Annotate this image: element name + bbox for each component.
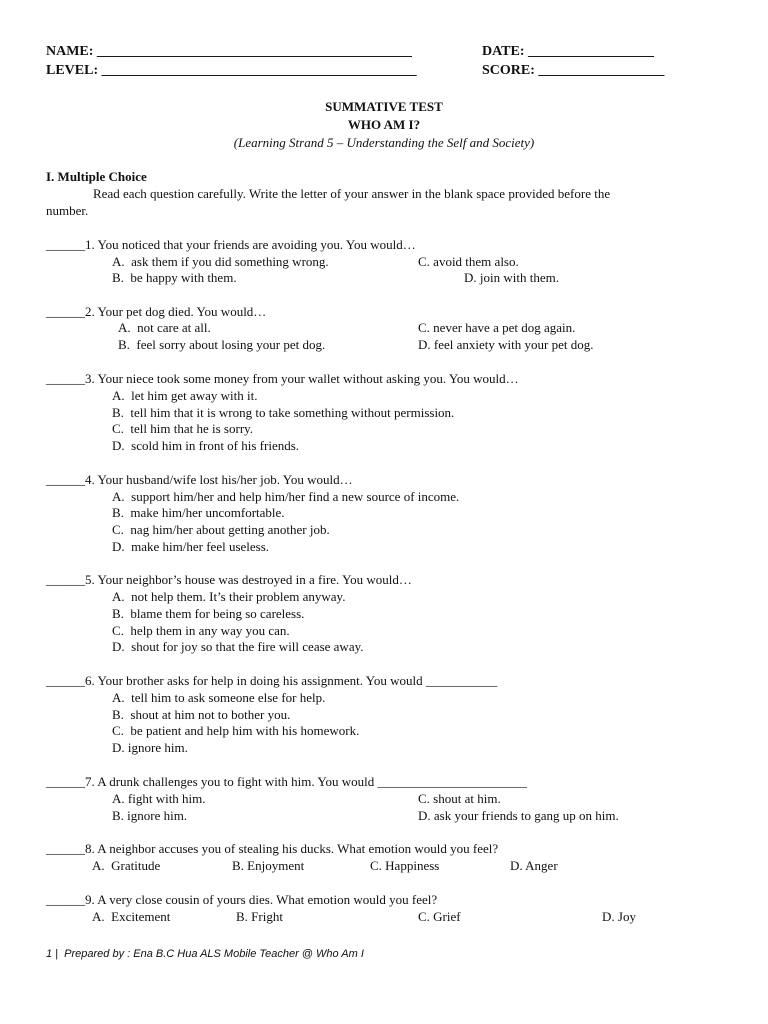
question-9-option-b: B. Fright	[236, 909, 283, 924]
question-7-option-d: D. ask your friends to gang up on him.	[418, 808, 619, 823]
learning-strand-subtitle: (Learning Strand 5 – Understanding the Self and Society)	[233, 135, 535, 150]
question-2-option-c: C. never have a pet dog again.	[418, 320, 576, 335]
question-6-option-b: B. shout at him not to bother you.	[112, 707, 291, 722]
question-6-stem: ______6. Your brother asks for help in doing his assignment. You would ___________	[46, 673, 498, 688]
question-3-option-a: A. let him get away with it.	[112, 388, 258, 403]
question-5-option-c: C. help them in any way you can.	[112, 623, 290, 638]
question-5-option-b: B. blame them for being so careless.	[112, 606, 305, 621]
question-1-option-a: A. ask them if you did something wrong.	[112, 254, 329, 269]
question-2-option-d: D. feel anxiety with your pet dog.	[418, 337, 594, 352]
score-field-label: SCORE: __________________	[482, 63, 665, 78]
question-7-option-c: C. shout at him.	[418, 791, 501, 806]
date-field-label: DATE: __________________	[482, 44, 655, 59]
question-7-option-a: A. fight with him.	[112, 791, 206, 806]
question-4-option-d: D. make him/her feel useless.	[112, 539, 270, 554]
section-heading: I. Multiple Choice	[46, 169, 147, 184]
question-2-option-b: B. feel sorry about losing your pet dog.	[118, 337, 326, 352]
question-8-option-c: C. Happiness	[370, 858, 440, 873]
page-title: SUMMATIVE TEST	[325, 99, 443, 114]
question-4-option-c: C. nag him/her about getting another job.	[112, 522, 330, 537]
instructions-line-2: number.	[46, 203, 89, 218]
question-3-option-d: D. scold him in front of his friends.	[112, 438, 300, 453]
question-4-stem: ______4. Your husband/wife lost his/her job. You would…	[46, 472, 353, 487]
question-1-option-b: B. be happy with them.	[112, 270, 237, 285]
question-5-option-d: D. shout for joy so that the fire will cease away.	[112, 639, 364, 654]
question-2-stem: ______2. Your pet dog died. You would…	[46, 304, 267, 319]
page-footer: 1 | Prepared by : Ena B.C Hua ALS Mobile Teacher @ Who Am I	[46, 948, 364, 960]
question-2-option-a: A. not care at all.	[118, 320, 211, 335]
question-1-option-d: D. join with them.	[464, 270, 559, 285]
name-field-label: NAME: _____________________________________________	[46, 44, 412, 59]
question-3-option-b: B. tell him that it is wrong to take something without permission.	[112, 405, 455, 420]
question-6-option-c: C. be patient and help him with his homework.	[112, 723, 360, 738]
question-9-option-d: D. Joy	[602, 909, 636, 924]
question-8-stem: ______8. A neighbor accuses you of stealing his ducks. What emotion would you feel?	[46, 841, 499, 856]
page-subtitle-who-am-i: WHO AM I?	[347, 117, 421, 132]
question-6-option-a: A. tell him to ask someone else for help.	[112, 690, 326, 705]
instructions-line-1: Read each question carefully. Write the letter of your answer in the blank space provided before the	[93, 186, 611, 201]
question-8-option-b: B. Enjoyment	[232, 858, 305, 873]
question-7-option-b: B. ignore him.	[112, 808, 188, 823]
question-1-option-c: C. avoid them also.	[418, 254, 519, 269]
question-5-stem: ______5. Your neighbor’s house was destroyed in a fire. You would…	[46, 572, 412, 587]
question-9-stem: ______9. A very close cousin of yours dies. What emotion would you feel?	[46, 892, 438, 907]
question-3-stem: ______3. Your niece took some money from your wallet without asking you. You would…	[46, 371, 519, 386]
question-4-option-b: B. make him/her uncomfortable.	[112, 505, 285, 520]
question-9-option-a: A. Excitement	[92, 909, 171, 924]
question-8-option-d: D. Anger	[510, 858, 558, 873]
question-9-option-c: C. Grief	[418, 909, 461, 924]
level-field-label: LEVEL: _____________________________________________	[46, 63, 417, 78]
question-8-option-a: A. Gratitude	[92, 858, 161, 873]
question-7-stem: ______7. A drunk challenges you to fight with him. You would _______________________	[46, 774, 527, 789]
question-5-option-a: A. not help them. It’s their problem anyway.	[112, 589, 346, 604]
question-6-option-d: D. ignore him.	[112, 740, 188, 755]
question-1-stem: ______1. You noticed that your friends are avoiding you. You would…	[46, 237, 416, 252]
question-4-option-a: A. support him/her and help him/her find a new source of income.	[112, 489, 460, 504]
question-3-option-c: C. tell him that he is sorry.	[112, 421, 254, 436]
